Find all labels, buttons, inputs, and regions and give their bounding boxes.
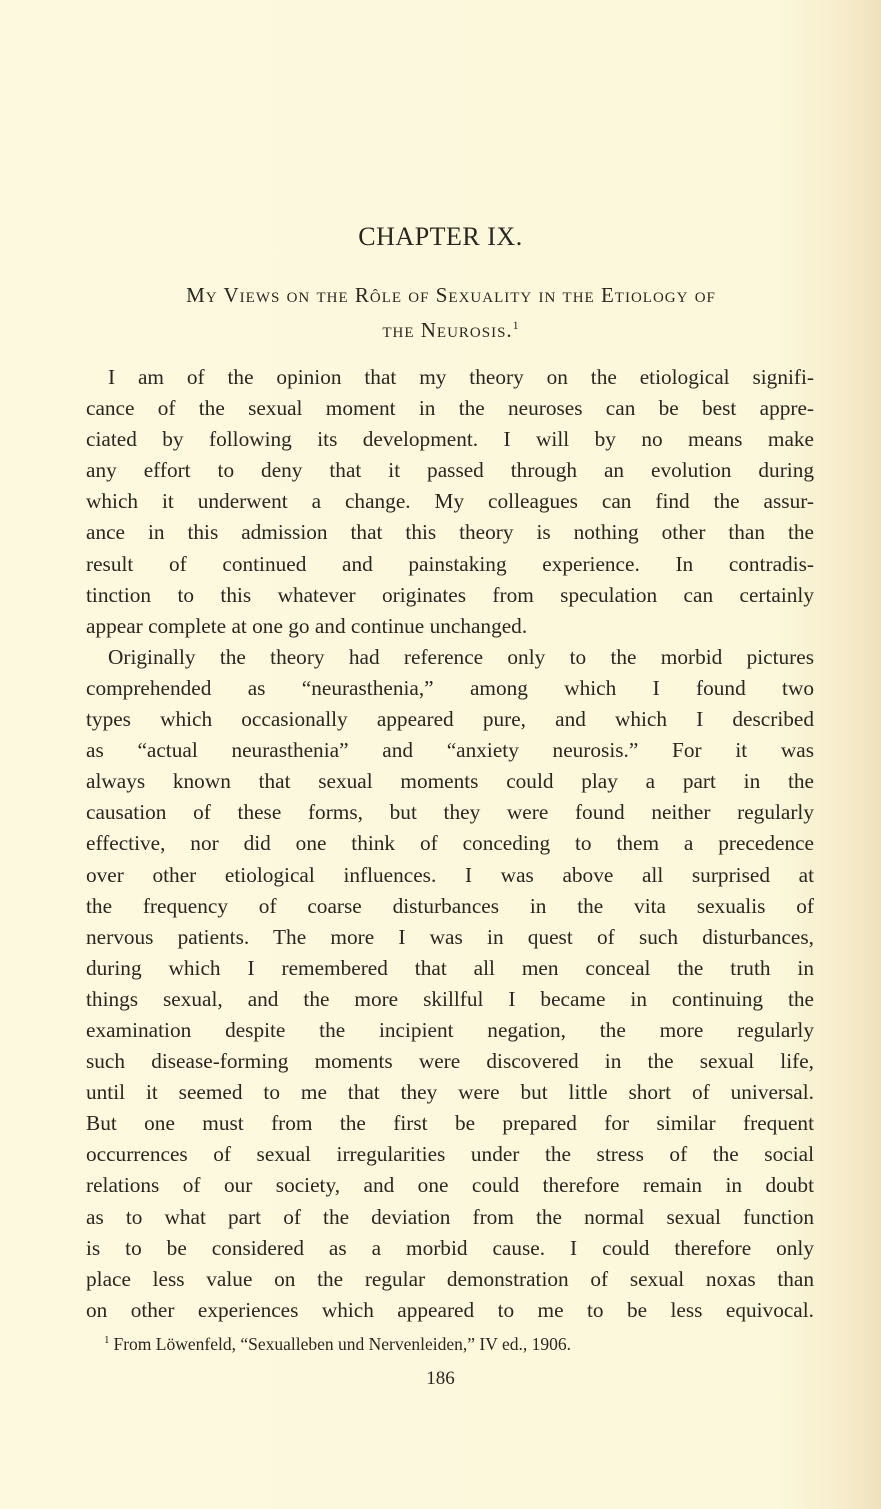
chapter-title-line-1: My Views on the Rôle of Sexuality in the Etiology of xyxy=(186,283,716,307)
text-line: until it seemed to me that they were but little short of universal. xyxy=(86,1080,814,1105)
text-line: always known that sexual moments could play a part in the xyxy=(86,769,814,794)
text-line: I am of the opinion that my theory on the etiological signifi- xyxy=(108,365,814,389)
text-line: as “actual neurasthenia” and “anxiety neurosis.” For it was xyxy=(86,738,814,763)
footnote-text: From Löwenfeld, “Sexualleben und Nervenleiden,” IV ed., 1906. xyxy=(113,1334,571,1354)
text-line: such disease-forming moments were discovered in the sexual life, xyxy=(86,1049,814,1074)
text-line: cance of the sexual moment in the neuroses can be best appre- xyxy=(86,396,814,421)
page-number: 186 xyxy=(426,1368,455,1389)
text-line: place less value on the regular demonstration of sexual noxas than xyxy=(86,1266,814,1291)
footnote-reference: 1 xyxy=(512,318,520,332)
text-line: types which occasionally appeared pure, and which I described xyxy=(86,707,814,732)
body-text xyxy=(86,362,814,1326)
text-line: any effort to deny that it passed through an evolution during xyxy=(86,458,814,483)
footnote xyxy=(104,1334,804,1355)
text-line: causation of these forms, but they were found neither regularly xyxy=(86,800,814,825)
text-line: occurrences of sexual irregularities under the stress of the social xyxy=(86,1142,814,1167)
footnote-marker: 1 xyxy=(104,1334,110,1347)
text-line: appear complete at one go and continue unchanged. xyxy=(86,613,528,638)
text-line: which it underwent a change. My colleagues can find the assur- xyxy=(86,489,814,514)
text-line: tinction to this whatever originates from speculation can certainly xyxy=(86,582,814,607)
chapter-heading: CHAPTER IX. xyxy=(358,222,523,251)
text-line: result of continued and painstaking experience. In contradis- xyxy=(86,551,814,576)
paragraph-2 xyxy=(86,642,814,1326)
text-line: things sexual, and the more skillful I became in continuing the xyxy=(86,986,814,1011)
text-line: examination despite the incipient negation, the more regularly xyxy=(86,1017,814,1042)
text-line: ance in this admission that this theory is nothing other than the xyxy=(86,520,814,545)
text-line: relations of our society, and one could therefore remain in doubt xyxy=(86,1173,814,1198)
paragraph-1 xyxy=(86,362,814,642)
text-line: during which I remembered that all men conceal the truth in xyxy=(86,955,814,980)
text-line: over other etiological influences. I was above all surprised at xyxy=(86,862,814,887)
text-line: as to what part of the deviation from the normal sexual function xyxy=(86,1204,814,1229)
text-line: is to be considered as a morbid cause. I could therefore only xyxy=(86,1235,814,1260)
text-line: Originally the theory had reference only to the morbid pictures xyxy=(108,644,814,669)
text-line: ciated by following its development. I will by no means make xyxy=(86,427,814,452)
chapter-title-line-2-text: the Neurosis. xyxy=(382,318,513,342)
text-line: comprehended as “neurasthenia,” among which I found two xyxy=(86,675,814,700)
text-line: the frequency of coarse disturbances in the vita sexualis of xyxy=(86,893,814,918)
text-line: effective, nor did one think of conceding to them a precedence xyxy=(86,831,814,856)
text-line: nervous patients. The more I was in quest of such disturbances, xyxy=(86,924,814,949)
text-line: on other experiences which appeared to me to be less equivocal. xyxy=(86,1297,814,1322)
text-line: But one must from the first be prepared for similar frequent xyxy=(86,1111,814,1136)
chapter-title-line-2 xyxy=(86,310,816,345)
chapter-title xyxy=(86,280,816,345)
